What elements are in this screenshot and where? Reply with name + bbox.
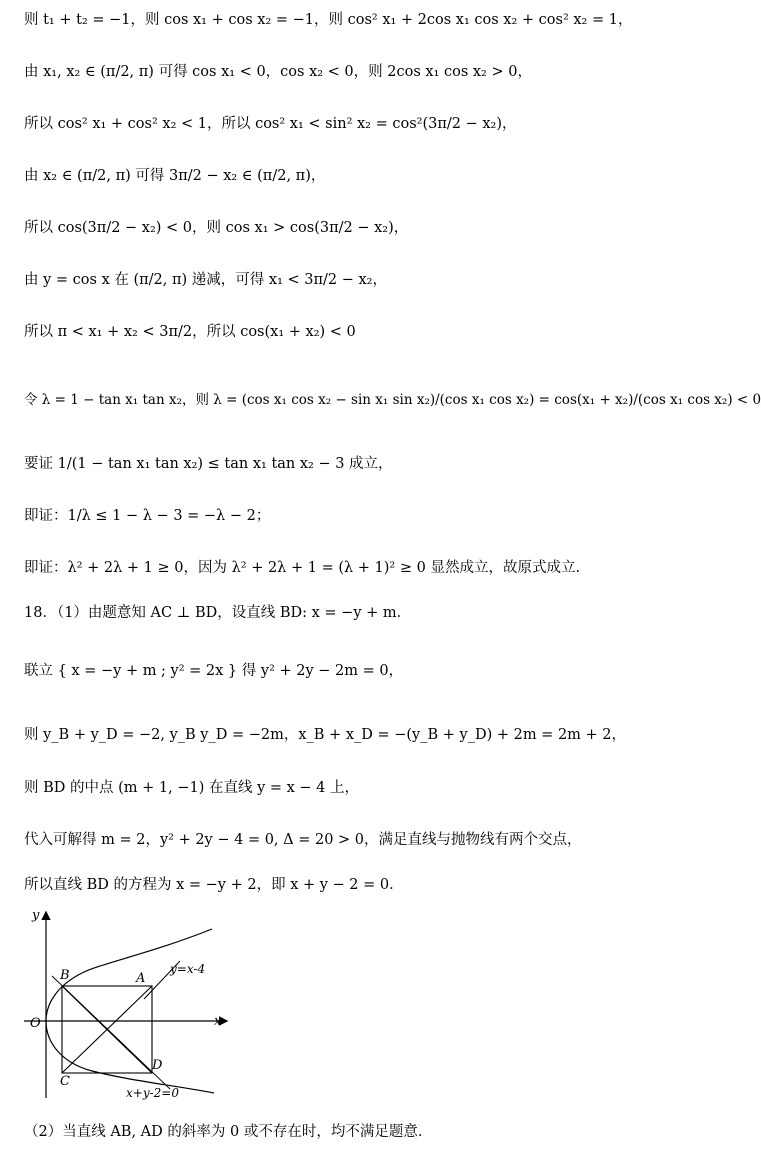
label-y: y	[32, 908, 40, 923]
text-line-15: 则 BD 的中点 (m + 1, −1) 在直线 y = x − 4 上，	[24, 780, 360, 796]
label-b: B	[60, 968, 70, 983]
label-x: x	[214, 1014, 222, 1029]
text-line-16: 代入可解得 m = 2，y² + 2y − 4 = 0, Δ = 20 > 0，满足直线与抛物线有两个交点，	[24, 832, 582, 848]
text-line-5: 所以 cos(3π/2 − x₂) < 0，则 cos x₁ > cos(3π/2 − x₂)，	[24, 220, 409, 236]
text-line-18: （2）当直线 AB, AD 的斜率为 0 或不存在时，均不满足题意．	[24, 1124, 433, 1140]
text-line-7: 所以 π < x₁ + x₂ < 3π/2，所以 cos(x₁ + x₂) < 0	[24, 324, 356, 340]
label-d: D	[152, 1058, 163, 1073]
figure-svg	[22, 903, 232, 1103]
text-line-1: 则 t₁ + t₂ = −1，则 cos x₁ + cos x₂ = −1，则 cos² x₁ + 2cos x₁ cos x₂ + cos² x₂ = 1，	[24, 12, 633, 28]
text-line-4: 由 x₂ ∈ (π/2, π) 可得 3π/2 − x₂ ∈ (π/2, π)，	[24, 168, 326, 184]
parabola-curve	[46, 929, 214, 1093]
text-line-11: 即证：λ² + 2λ + 1 ≥ 0，因为 λ² + 2λ + 1 = (λ + 1)² ≥ 0 显然成立，故原式成立.	[24, 560, 581, 576]
text-line-14: 则 y_B + y_D = −2, y_B y_D = −2m，x_B + x_D = −(y_B + y_D) + 2m = 2m + 2，	[24, 727, 627, 743]
text-line-17: 所以直线 BD 的方程为 x = −y + 2，即 x + y − 2 = 0．	[24, 877, 404, 893]
text-line-6: 由 y = cos x 在 (π/2, π) 递减，可得 x₁ < 3π/2 − x₂，	[24, 272, 387, 288]
label-a: A	[136, 971, 146, 986]
text-line-3: 所以 cos² x₁ + cos² x₂ < 1，所以 cos² x₁ < sin² x₂ = cos²(3π/2 − x₂)，	[24, 116, 517, 132]
parabola-figure	[22, 903, 232, 1103]
text-line-12: 18．（1）由题意知 AC ⊥ BD，设直线 BD: x = −y + m．	[24, 605, 412, 621]
text-line-2: 由 x₁, x₂ ∈ (π/2, π) 可得 cos x₁ < 0，cos x₂ < 0，则 2cos x₁ cos x₂ > 0，	[24, 64, 532, 80]
label-line1: y=x-4	[170, 962, 206, 976]
text-line-8: 令 λ = 1 − tan x₁ tan x₂，则 λ = (cos x₁ cos x₂ − sin x₁ sin x₂)/(cos x₁ cos x₂) = cos(x₁ + x₂)/(cos x₁ cos x₂) < 0	[24, 392, 761, 408]
text-line-9: 要证 1/(1 − tan x₁ tan x₂) ≤ tan x₁ tan x₂ − 3 成立，	[24, 456, 393, 472]
label-c: C	[60, 1074, 70, 1089]
label-line2: x+y-2=0	[126, 1086, 179, 1100]
text-line-13: 联立 { x = −y + m ; y² = 2x } 得 y² + 2y − 2m = 0，	[24, 663, 404, 679]
text-line-10: 即证：1/λ ≤ 1 − λ − 3 = −λ − 2；	[24, 508, 271, 524]
label-o: O	[30, 1016, 41, 1031]
